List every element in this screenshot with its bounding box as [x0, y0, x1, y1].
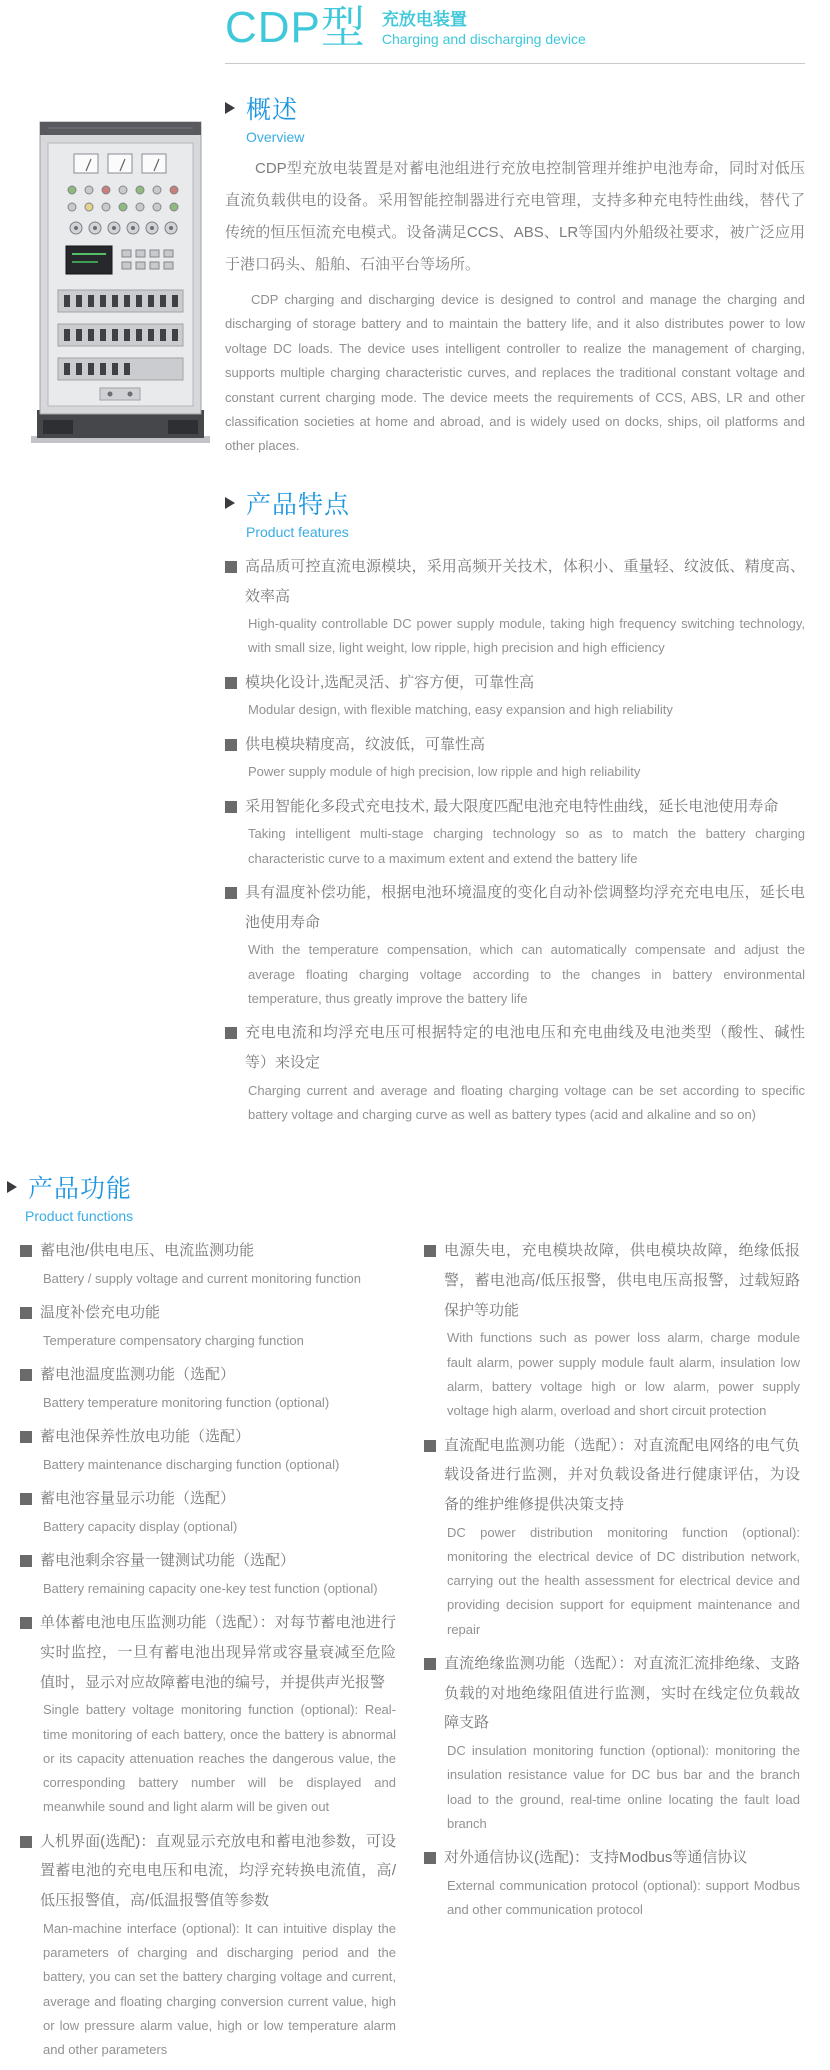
product-model: CDP型: [225, 3, 366, 52]
feature-item: [225, 668, 805, 723]
title-divider: [225, 63, 805, 64]
function-item: [20, 1608, 396, 1820]
function-text-cn: 单体蓄电池电压监测功能（选配）：对每节蓄电池进行实时监控，一旦有蓄电池出现异常或容量衰减至危险值时，显示对应故障蓄电池的编号，并提供声光报警: [40, 1614, 396, 1691]
feature-text-cn: 充电电流和均浮充电压可根据特定的电池电压和充电曲线及电池类型（酸性、碱性等）来设定: [245, 1024, 805, 1071]
feature-text-cn: 高品质可控直流电源模块，采用高频开关技术，体积小、重量轻、纹波低、精度高、效率高: [245, 557, 805, 605]
feature-text-cn: 采用智能化多段式充电技术, 最大限度匹配电池充电特性曲线，延长电池使用寿命: [245, 797, 779, 815]
section-arrow-icon: [225, 497, 235, 509]
square-bullet-icon: [424, 1245, 436, 1257]
function-text-en: Man-machine interface (optional): It can intuitive display the parameters of charging and discharging period and the battery, you can set the battery charging voltage and current, average and floating charging conversion current value, high or low pressure alarm value, high or low temperature alarm and other parameters: [43, 1920, 396, 2058]
overview-title-en: Overview: [246, 129, 305, 145]
feature-text-cn: 具有温度补偿功能，根据电池环境温度的变化自动补偿调整均浮充充电电压，延长电池使用寿命: [245, 884, 805, 931]
function-text-en: Single battery voltage monitoring function (optional): Real-time monitoring of each battery, once the battery is abnormal or its capacity attenuation reaches the dangerous value, the corresponding battery number will be displayed and meanwhile sound and light alarm will be given out: [43, 1702, 396, 1815]
function-item: [20, 1298, 396, 1353]
function-text-cn: 人机界面(选配)：直观显示充放电和蓄电池参数，可设置蓄电池的充电电压和电流，均浮充转换电流值，高/低压报警值，高/低温报警值等参数: [40, 1832, 396, 1910]
function-text-en: Battery capacity display (optional): [43, 1518, 238, 1534]
square-bullet-icon: [20, 1245, 32, 1257]
function-text-cn: 蓄电池剩余容量一键测试功能（选配）: [40, 1552, 296, 1570]
square-bullet-icon: [225, 677, 237, 689]
feature-text-en: Power supply module of high precision, low ripple and high reliability: [248, 764, 641, 780]
function-item: [20, 1546, 396, 1601]
functions-left-column: [20, 1236, 396, 2069]
square-bullet-icon: [20, 1836, 32, 1848]
features-title-en: Product features: [246, 523, 349, 540]
square-bullet-icon: [20, 1369, 32, 1381]
function-item: [20, 1484, 396, 1539]
function-text-en: External communication protocol (optional): support Modbus and other communication protocol: [447, 1878, 800, 1918]
functions-columns: [0, 1224, 830, 2069]
functions-section: [0, 1169, 830, 2069]
square-bullet-icon: [20, 1617, 32, 1629]
feature-text-en: High-quality controllable DC power supply module, taking high frequency switching technology, with small size, light weight, low ripple, high precision and high efficiency: [248, 616, 805, 656]
overview-paragraph-en: CDP charging and discharging device is designed to control and manage the charging and discharging of storage battery and to maintain the battery life, and it also distributes power to low voltage DC loads. The device uses intelligent controller to realize the management of charging, supports multiple charging characteristic curves, and replaces the traditional constant voltage and constant current charging mode. The device meets the requirements of CCS, ABS, LR and other classification societies at home and abroad, and is widely used on docks, ships, oil platforms and other places.: [225, 291, 805, 454]
feature-text-en: Charging current and average and floating charging voltage can be set according to specific battery voltage and charging curve as well as battery types (acid and alkaline and so on): [248, 1082, 805, 1122]
feature-text-en: Modular design, with flexible matching, easy expansion and high reliability: [248, 702, 673, 718]
function-text-cn: 蓄电池温度监测功能（选配）: [40, 1366, 236, 1384]
overview-title-cn: 概述: [246, 96, 299, 124]
feature-text-en: With the temperature compensation, which can automatically compensate and adjust the average floating charging voltage according to the changes in battery environmental temperature, thus greatly improve the battery life: [248, 942, 805, 1006]
product-photo-cabinet: [28, 112, 213, 452]
square-bullet-icon: [424, 1440, 436, 1452]
functions-title-cn: 产品功能: [28, 1175, 133, 1204]
section-arrow-icon: [7, 1181, 17, 1193]
function-text-cn: 蓄电池容量显示功能（选配）: [40, 1490, 236, 1508]
square-bullet-icon: [20, 1307, 32, 1319]
square-bullet-icon: [20, 1493, 32, 1505]
function-text-cn: 蓄电池保养性放电功能（选配）: [40, 1428, 251, 1446]
function-text-cn: 直流配电监测功能（选配）：对直流配电网络的电气负载设备进行监测，并对负载设备进行健康评估，为设备的维护维修提供决策支持: [444, 1436, 800, 1513]
overview-paragraph-cn: CDP型充放电装置是对蓄电池组进行充放电控制管理并维护电池寿命，同时对低压直流负载供电的设备。采用智能控制器进行充电管理，支持多种充电特性曲线，替代了传统的恒压恒流充电模式。设备满足CCS、ABS、LR等国内外船级社要求，被广泛应用于港口码头、船舶、石油平台等场所。: [225, 160, 805, 273]
function-text-en: Battery / supply voltage and current monitoring function: [43, 1270, 361, 1286]
square-bullet-icon: [225, 739, 237, 751]
functions-heading: [0, 1169, 830, 1205]
function-text-cn: 温度补偿充电功能: [40, 1304, 161, 1322]
function-text-cn: 电源失电，充电模块故障，供电模块故障，绝缘低报警，蓄电池高/低压报警，供电电压高报警，过载短路保护等功能: [444, 1242, 800, 1319]
function-item: [424, 1843, 800, 1922]
square-bullet-icon: [424, 1852, 436, 1864]
feature-text-cn: 模块化设计,选配灵活、扩容方便，可靠性高: [245, 673, 535, 691]
function-text-en: DC insulation monitoring function (optional): monitoring the insulation resistance value for DC bus bar and the branch load to the ground, real-time online locating the fault load branch: [447, 1743, 800, 1832]
top-right-column: [225, 0, 805, 1127]
square-bullet-icon: [225, 1027, 237, 1039]
function-item: [20, 1827, 396, 2063]
function-text-cn: 蓄电池/供电电压、电流监测功能: [40, 1242, 255, 1260]
product-title-block: [225, 3, 805, 52]
square-bullet-icon: [424, 1658, 436, 1670]
overview-heading: [225, 90, 805, 126]
function-item: [20, 1360, 396, 1415]
function-text-en: With functions such as power loss alarm, charge module fault alarm, power supply module fault alarm, insulation low alarm, battery voltage high or low alarm, power supply voltage high alarm, overload and short circuit protection: [447, 1330, 800, 1419]
function-item: [424, 1649, 800, 1836]
functions-title-en: Product functions: [25, 1208, 134, 1225]
square-bullet-icon: [20, 1431, 32, 1443]
cabinet-illustration-icon: [28, 112, 213, 452]
features-list: [225, 552, 805, 1127]
section-arrow-icon: [225, 102, 235, 114]
product-subtitle-cn: 充放电装置: [381, 10, 467, 30]
features-heading: [225, 485, 805, 521]
function-item: [424, 1431, 800, 1643]
function-text-en: Temperature compensatory charging function: [43, 1332, 304, 1348]
square-bullet-icon: [225, 801, 237, 813]
function-text-en: Battery remaining capacity one-key test function (optional): [43, 1580, 378, 1596]
function-text-en: Battery temperature monitoring function (optional): [43, 1394, 330, 1410]
square-bullet-icon: [225, 887, 237, 899]
feature-item: [225, 878, 805, 1011]
features-title-cn: 产品特点: [246, 490, 351, 519]
product-subtitle: [382, 9, 586, 50]
function-text-en: DC power distribution monitoring function (optional): monitoring the electrical device of DC distribution network, carrying out the health assessment for electrical device and providing decision support for equipment maintenance and repair: [447, 1524, 800, 1637]
function-text-cn: 直流绝缘监测功能（选配）：对直流汇流排绝缘、支路负载的对地绝缘阻值进行监测，实时在线定位负载故障支路: [444, 1655, 800, 1732]
product-subtitle-en: Charging and discharging device: [381, 30, 586, 47]
features-section: [225, 485, 805, 1127]
functions-right-column: [424, 1236, 800, 2069]
function-item: [424, 1236, 800, 1423]
feature-text-en: Taking intelligent multi-stage charging technology so as to match the battery charging characteristic curve to a maximum extent and extend the battery life: [248, 826, 805, 866]
square-bullet-icon: [20, 1555, 32, 1567]
feature-item: [225, 730, 805, 785]
overview-section: [225, 90, 805, 459]
function-text-en: Battery maintenance discharging function (optional): [43, 1456, 340, 1472]
feature-item: [225, 792, 805, 871]
function-item: [20, 1422, 396, 1477]
function-item: [20, 1236, 396, 1291]
feature-item: [225, 552, 805, 661]
function-text-cn: 对外通信协议(选配)：支持Modbus等通信协议: [444, 1849, 748, 1867]
square-bullet-icon: [225, 561, 237, 573]
feature-text-cn: 供电模块精度高，纹波低，可靠性高: [245, 735, 486, 753]
feature-item: [225, 1018, 805, 1127]
